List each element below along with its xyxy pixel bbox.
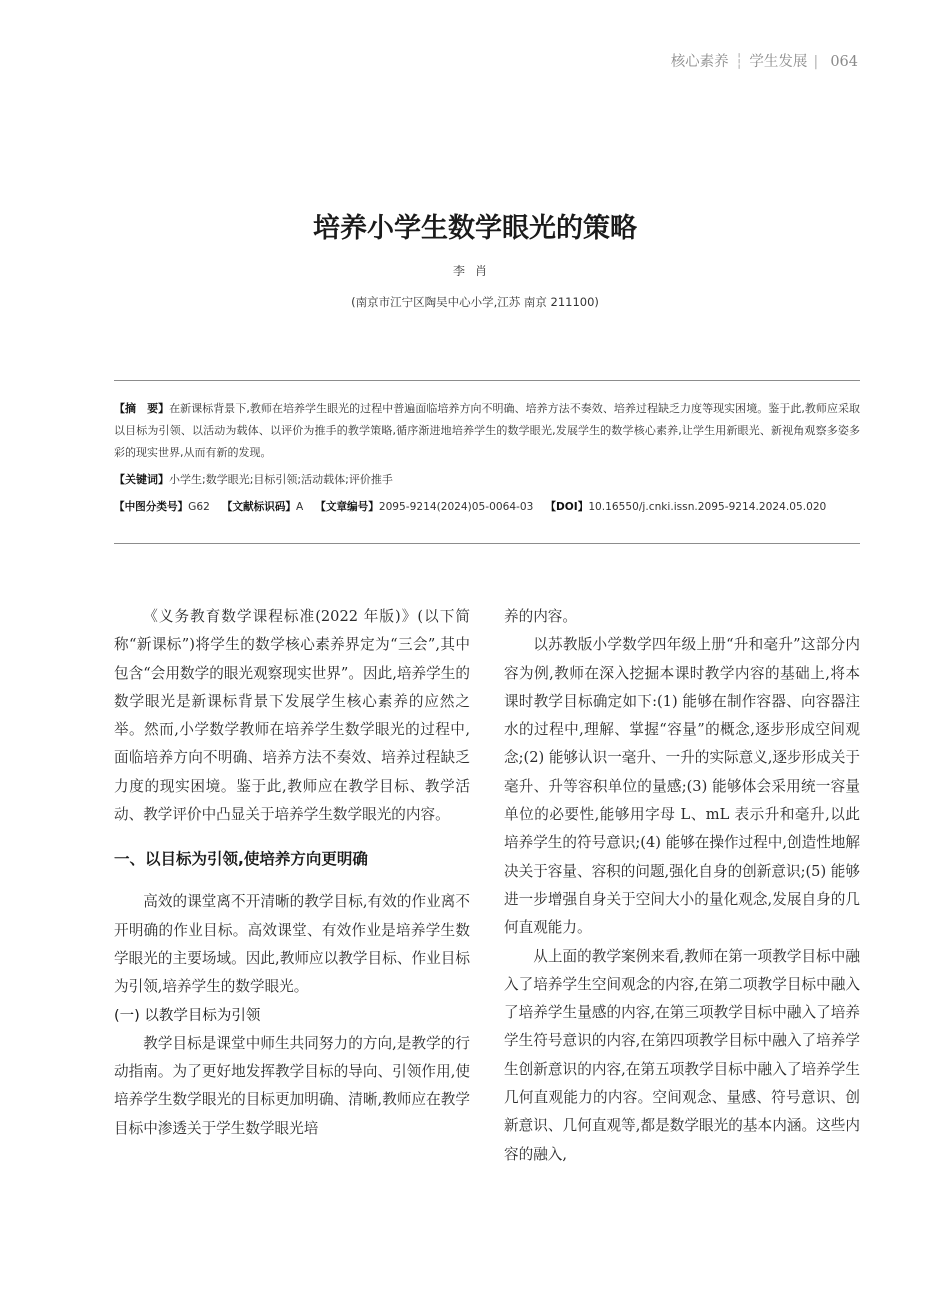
subsection-heading-1: (一) 以教学目标为引领 [114,1007,261,1024]
body-paragraph: 从上面的教学案例来看,教师在第一项教学目标中融入了培养学生空间观念的内容,在第二项教学目标中融入了培养学生量感的内容,在第三项教学目标中融入了培养学生符号意识的内容,在第四项教学目标中融入了培养学生创新意识的内容,在第五项教学目标中融入了培养学生几何直观能力的内容。空间观念、量感、符号意识、创新意识、几何直观等,都是数学眼光的基本内涵。这些内容的融入, [504,947,860,1163]
abstract-paragraph [114,398,860,464]
doi-value: 10.16550/j.cnki.issn.2095-9214.2024.05.020 [588,501,827,513]
body-column-left [114,603,470,1143]
journal-section-b: 学生发展 [749,54,808,70]
article-no-value: 2095-9214(2024)05-0064-03 [378,501,534,513]
body-paragraph: 教学目标是课堂中师生共同努力的方向,是教学的行动指南。为了更好地发挥教学目标的导向、引领作用,使培养学生数学眼光的目标更加明确、清晰,教师应在教学目标中渗透关于学生数学眼光培 [114,1034,470,1137]
body-paragraph: 《义务教育数学课程标准(2022 年版)》(以下简称“新课标”)将学生的数学核心素养界定为“三会”,其中包含“会用数学的眼光观察现实世界”。因此,培养学生的数学眼光是新课标背景下发展学生核心素养的应然之举。然而,小学数学教师在培养学生数学眼光的过程中,面临培养方向不明确、培养方法不奏效、培养过程缺乏力度的现实困境。鉴于此,教师应在教学目标、教学活动、教学评价中凸显关于培养学生数学眼光的内容。 [114,608,470,824]
author-name: 李肖 [452,264,497,278]
body-paragraph: 高效的课堂离不开清晰的教学目标,有效的作业离不开明确的作业目标。高效课堂、有效作业是培养学生数学眼光的主要场域。因此,教师应以教学目标、作业目标为引领,培养学生的数学眼光。 [114,893,470,996]
header-divider: | [813,54,819,70]
author-affiliation: (南京市江宁区陶吴中心小学,江苏 南京 211100) [351,295,599,309]
doi-label: 【DOI】 [545,501,589,513]
abstract-label: 【摘 要】 [114,402,170,415]
article-no-label: 【文章编号】 [315,501,379,513]
header-divider: ┆ [734,54,744,70]
doc-code-label: 【文献标识码】 [221,501,297,513]
keywords-text: 小学生;数学眼光;目标引领;活动载体;评价推手 [169,473,393,486]
page-number: 064 [830,54,858,70]
clc-value: G62 [188,501,210,513]
body-paragraph: 以苏教版小学数学四年级上册“升和毫升”这部分内容为例,教师在深入挖掘本课时教学内容的基础上,将本课时教学目标确定如下:(1) 能够在制作容器、向容器注水的过程中,理解、掌握“容量”的概念,逐步形成空间观念;(2) 能够认识一毫升、一升的实际意义,逐步形成关于毫升、升等容积单位的量感;(3) 能够体会采用统一容量单位的必要性,能够用字母 L、mL 表示升和毫升,以此培养学生的符号意识;(4) 能够在操作过程中,创造性地解决关于容量、容积的问题,强化自身的创新意识;(5) 能够进一步增强自身关于空间大小的量化观念,发展自身的几何直观能力。 [504,636,860,937]
running-header [671,50,858,71]
bottom-divider [114,543,860,544]
classification-line [114,496,860,518]
doc-code-value: A [296,501,304,513]
abstract-text: 在新课标背景下,教师在培养学生眼光的过程中普遍面临培养方向不明确、培养方法不奏效、培养过程缺乏力度等现实困境。鉴于此,教师应采取以目标为引领、以活动为载体、以评价为推手的教学策略,循序渐进地培养学生的数学眼光,发展学生的数学核心素养,让学生用新眼光、新视角观察多姿多彩的现实世界,从而有新的发现。 [114,402,860,459]
article-title: 培养小学生数学眼光的策略 [313,213,637,244]
body-paragraph-continued: 养的内容。 [504,608,577,625]
journal-section-a: 核心素养 [670,54,729,70]
top-divider [114,380,860,381]
clc-label: 【中图分类号】 [114,501,189,513]
body-column-right [504,603,860,1169]
keywords-label: 【关键词】 [114,473,169,486]
keywords-line [114,469,860,491]
section-heading-1: 一、以目标为引领,使培养方向更明确 [114,850,368,869]
abstract-section [114,398,860,523]
